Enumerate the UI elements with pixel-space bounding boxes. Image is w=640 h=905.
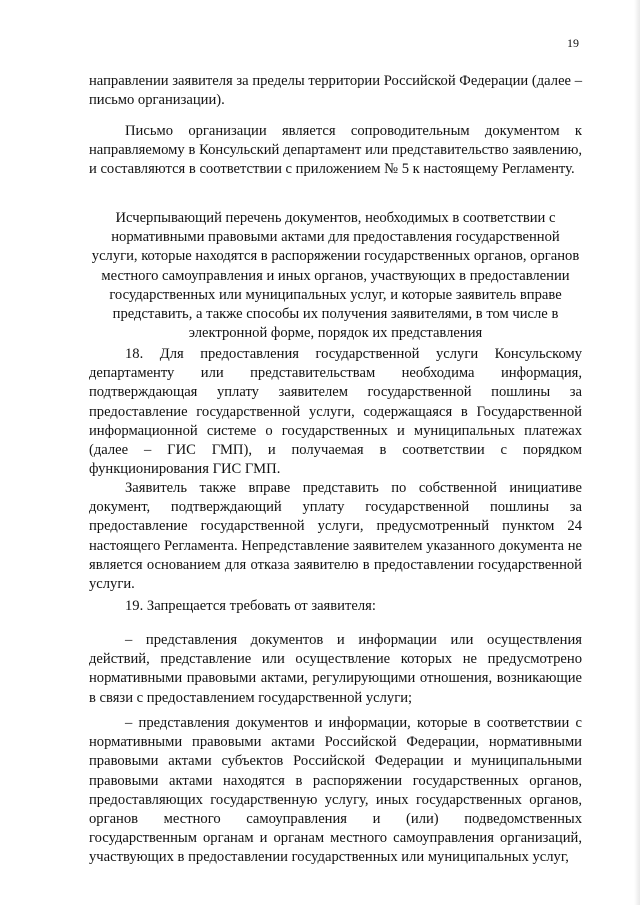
page-number: 19 xyxy=(567,36,579,50)
paragraph-text: направлении заявителя за пределы территории Российской Федерации (далее – письмо организации). xyxy=(89,73,582,109)
paragraph-text: – представления документов и информации, которые в соответствии с нормативными правовыми актами Российской Федерации, нормативными правовыми актами субъектов Российской Федерации и муниципальными правовыми актами находятся в распоряжении государственных органов, предоставляющих государственную услугу, иных государственных органов, органов местного самоуправления и (или) подведомственных государственным органам и органам местного самоуправления организаций, участвующих в предоставлении государственных или муниципальных услуг, xyxy=(89,715,582,866)
paragraph-letter-organization xyxy=(89,122,582,180)
section-heading: Исчерпывающий перечень документов, необходимых в соответствии с нормативными правовыми актами для предоставления государственной услуги, которые находятся в распоряжении государственных органов, органов местного самоуправления и иных органов, участвующих в предоставлении государственных или муниципальных услуг, и которые заявитель вправе представить, а также способы их получения заявителями, в том числе в электронной форме, порядок их представления xyxy=(91,210,580,342)
paragraph-text: 19. Запрещается требовать от заявителя: xyxy=(125,598,376,614)
paragraph-item-19 xyxy=(89,597,582,616)
list-item-19a xyxy=(89,631,582,708)
paragraph-text: 18. Для предоставления государственной услуги Консульскому департаменту или представительствам необходима информация, подтверждающая уплату заявителем государственной пошлины за предоставление государственной услуги, содержащаяся в Государственной информационной системе о государственных и муниципальных платежах (далее – ГИС ГМП), и получаемая в соответствии с порядком функционирования ГИС ГМП. xyxy=(89,346,582,478)
paragraph-text: Заявитель также вправе представить по собственной инициативе документ, подтверждающий уплату государственной пошлины за предоставление государственной услуги, предусмотренный пунктом 24 настоящего Регламента. Непредставление заявителем указанного документа не является основанием для отказа заявителю в предоставлении государственной услуги. xyxy=(89,480,582,593)
paragraph-applicant-right xyxy=(89,479,582,594)
paragraph-text: Письмо организации является сопроводительным документом к направляемому в Консульский департамент или представительство заявлению, и составляются в соответствии с приложением № 5 к настоящему Регламенту. xyxy=(89,123,582,178)
paragraph-item-18 xyxy=(89,345,582,479)
paragraph-text: – представления документов и информации или осуществления действий, представление или осуществление которых не предусмотрено нормативными правовыми актами, регулирующими отношения, возникающие в связи с предоставлением государственной услуги; xyxy=(89,632,582,706)
list-item-19b xyxy=(89,714,582,868)
paragraph-continuation xyxy=(89,72,582,110)
scan-edge-shadow xyxy=(634,0,640,905)
